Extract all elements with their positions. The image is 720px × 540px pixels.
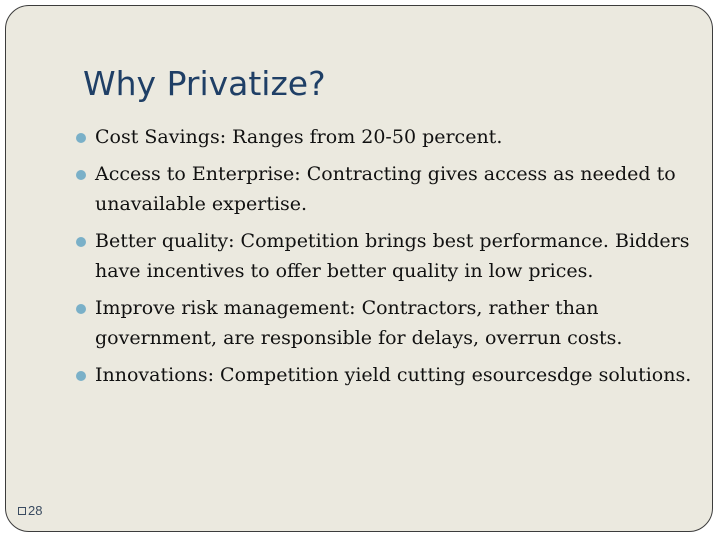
- bullet-dot-icon: [76, 170, 86, 180]
- bullet-text: Innovations: Competition yield cutting esourcesdge solutions.: [95, 364, 692, 386]
- bullet-text: Improve risk management: Contractors, rather than government, are responsible for delays, overrun costs.: [95, 297, 623, 349]
- bullet-dot-icon: [76, 133, 86, 143]
- slide-title: Why Privatize?: [83, 64, 326, 103]
- bullet-item-risk-management: [76, 293, 696, 353]
- slide-number-text: 28: [28, 503, 43, 518]
- slide-number-box-icon: [18, 507, 26, 515]
- slide-frame: [5, 5, 713, 532]
- bullet-text: Better quality: Competition brings best performance. Bidders have incentives to offer better quality in low prices.: [95, 230, 690, 282]
- bullet-item-innovations: [76, 360, 696, 390]
- bullet-text: Cost Savings: Ranges from 20-50 percent.: [95, 126, 503, 148]
- bullet-item-better-quality: [76, 226, 696, 286]
- bullet-dot-icon: [76, 304, 86, 314]
- bullet-item-access-to-enterprise: [76, 159, 696, 219]
- bullet-text: Access to Enterprise: Contracting gives access as needed to unavailable expertise.: [95, 163, 676, 215]
- bullet-dot-icon: [76, 371, 86, 381]
- slide-number: [18, 503, 42, 518]
- bullet-dot-icon: [76, 237, 86, 247]
- bullet-item-cost-savings: [76, 122, 696, 152]
- bullet-list: [76, 122, 696, 397]
